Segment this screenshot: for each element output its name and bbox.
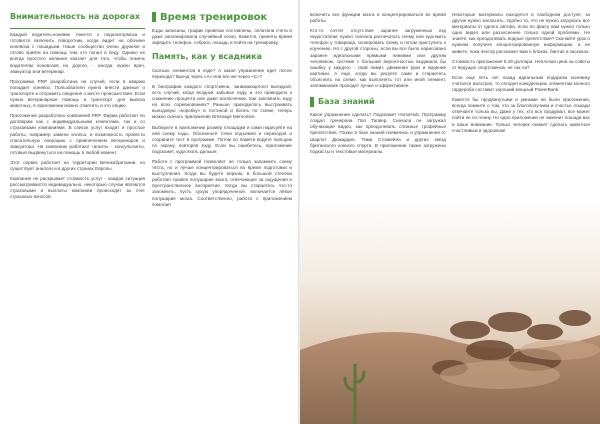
paragraph: Работа с программой позволяет не только запомнить схему теста, но и лучше концентрироваться во время подготовки и выступления. Когда вы будете верхом, в большой степени работает правое полушарие мозга, отвечающее за ощущения и пространственное восприятие. Когда вы стараетесь что-то запомнить, пусть сухую упорядоченное, включается левое полушарие мозга. Соответственно, работа с приложением помогает xyxy=(152,159,292,207)
paragraph: Компания не раскрывает стоимость услуг - каждая ситуация рассматривается индивидуально, некоторые случаи являются страховыми и выплаты компании происходят за счет страховых взносов. xyxy=(10,176,145,200)
right-page xyxy=(300,0,600,424)
paragraph: включить все функции мозга и концентрироваться во время работы. xyxy=(310,12,446,24)
paragraph: Этот сервис работает на территории Великобритании, но существует аналоги и в других странах Европы. xyxy=(10,159,145,171)
paragraph: Некоторые материалы находятся в свободном доступе, за другие нужно заплатить. Удобно то, что не нужно загружать все материалы от одного автора, если по факту вам нужно только одно видео или разъяснение только одной проблемы. Не знаете, как преодолевать водные препятствия? Скачайте урок о нужном получите концентрированную информацию, а не живете, пока лектор расскажет вам о блоках, бинтах и заскоках. xyxy=(452,12,590,54)
heading-text: База знаний xyxy=(318,97,375,107)
heading-training-time xyxy=(152,12,292,23)
paragraph: Каждый водитель-коневик тянется к педалитормоза и готовится включить поворотник, когда видит на обочине коневоза с лошадьми. Наше сообщество очень дружное и готово прийти на помощь тем, кто попал в беду. Однако не всегда простого желания хватает для того, чтобы помочь водителям коневозов на дороге, - иногда нужен врач, эвакуатор или ветеринар. xyxy=(10,32,145,74)
paragraph: В биографии каждого спортсмена, занимающегося выездкой, есть случай, когда всадник забывал езду, и это приводило к снижению процента или даже исключению. Как запомнить езду на всех соревнованиях? Раньше приходилось выстраивать выездовую «коробку» в гостиной и бегать по схеме, теперь можно скачать приложение Dressage Memoriser. xyxy=(152,83,292,120)
horse-photo xyxy=(300,200,600,424)
paragraph: Приложение разработано компанией PRP. Фирма работает по договорам как с индивидуальными клиентами, так и со страховыми компаниями. В список услуг входят и простые работы, например замена колеса, и возможность провести спасательную операцию с привлечением ветеринаров и эвакуатора. На компанию работают гаганты - консультанты, готовые выдвинуться на помощь в любой момент. xyxy=(10,113,145,155)
paragraph: Кто-то сочтет отсутствие заранее загруженных езд недостатком: нужно сначала распечатать схему или одолжить телефон у товарища, скопировать схему и потом приступить к изучению. Но с другой стороны, если вы все было нарисовано заранее идеальными прямыми линиями или другим человеком, системе с большей вероятностью выдавала бы ошибку у каждого - свой лимит, движения руки и видение картинки. А еще, когда вы рисуете сами и стараетесь объяснить на схеме, как выполнять тот или иной элемент, запоминание проходит лучше и эффективнее. xyxy=(310,28,446,89)
heading-bar xyxy=(310,97,314,107)
heading-text: Время тренировок xyxy=(160,12,268,23)
desert-horses-illustration xyxy=(300,200,600,424)
paragraph: Программа PRP разработана на случай, если в аварию попадает коневоз. Пользователи нужно внести данные о транспорте и отправить сведения о месте происшествия. Если нужна ветеринарная помощь и транспорт для вывоза животных, в приложении можно отметить и это опцию. xyxy=(10,78,145,109)
column-2 xyxy=(152,12,292,212)
heading-bar xyxy=(152,12,156,22)
heading-memory: Память, как у всадника xyxy=(152,52,262,62)
paragraph: Езды записаны, график привязок составлены, оплатили счета и даже запланировали случайный сезон. Кажется, приняты время зарядить телефон, собрать лошадь и пойти на тренировку. xyxy=(152,28,292,46)
paragraph: Если еще пять лет назад идеальным подарком коневику считался вальтрап, то сегодня конкуренцию элементам конного гардероба составит хороший мощный PowerBank. xyxy=(452,74,590,93)
column-1 xyxy=(10,12,145,204)
heading-rule xyxy=(10,28,145,29)
paragraph: Кажется бы продвинутыми и умными ни были приложения, всегда помните о том, что за благополучием и счастье лошади отвечаете только вы. Даже у тех, кто все продумал, все может пойти не по плану. Но одно приложение не заменит лошади вас и ваше внимание. Только человек сможет сделать животное счастливым и здоровым! xyxy=(452,97,590,133)
paragraph: Сколько элементов в езде? А какое упражнение идет после перехода? Выезд через «А» или все же через «С»? xyxy=(152,67,292,79)
column-4 xyxy=(452,12,590,138)
heading-knowledge-base xyxy=(310,97,446,107)
heading-road-attention: Внимательность на дорогах xyxy=(10,12,141,21)
paragraph: Какое упражнение сделать? Подскажет HorseHub. Программу создал тренерона Пол Тапвер. Сначала он загружал обучающие видео, как преодолевать сложные трофейные препятствия. Позже в базе знаний появились и упражнения от Шарлот Дюжардин, Тима Стоквейла и других звезд британского конного спорта. В приложении также загружены подкасты и текстовые материалы. xyxy=(310,112,446,154)
paragraph: Выберите в приложении размер площадки и сами нарисуйте на ней схему езды. Обозначьте точки подъемов и переходов и сохраните тест в программе. Потом по памяти водите пальцем по экрану, повторяя езду. Если вы ошибетесь, приложение подскажет, куда ехать дальше. xyxy=(152,124,292,154)
column-3 xyxy=(310,12,446,159)
paragraph: Стоимость приложения 5,49 доллара. Неплохая цена за советы от ведущих спортсменов, не так ли? xyxy=(452,58,590,70)
